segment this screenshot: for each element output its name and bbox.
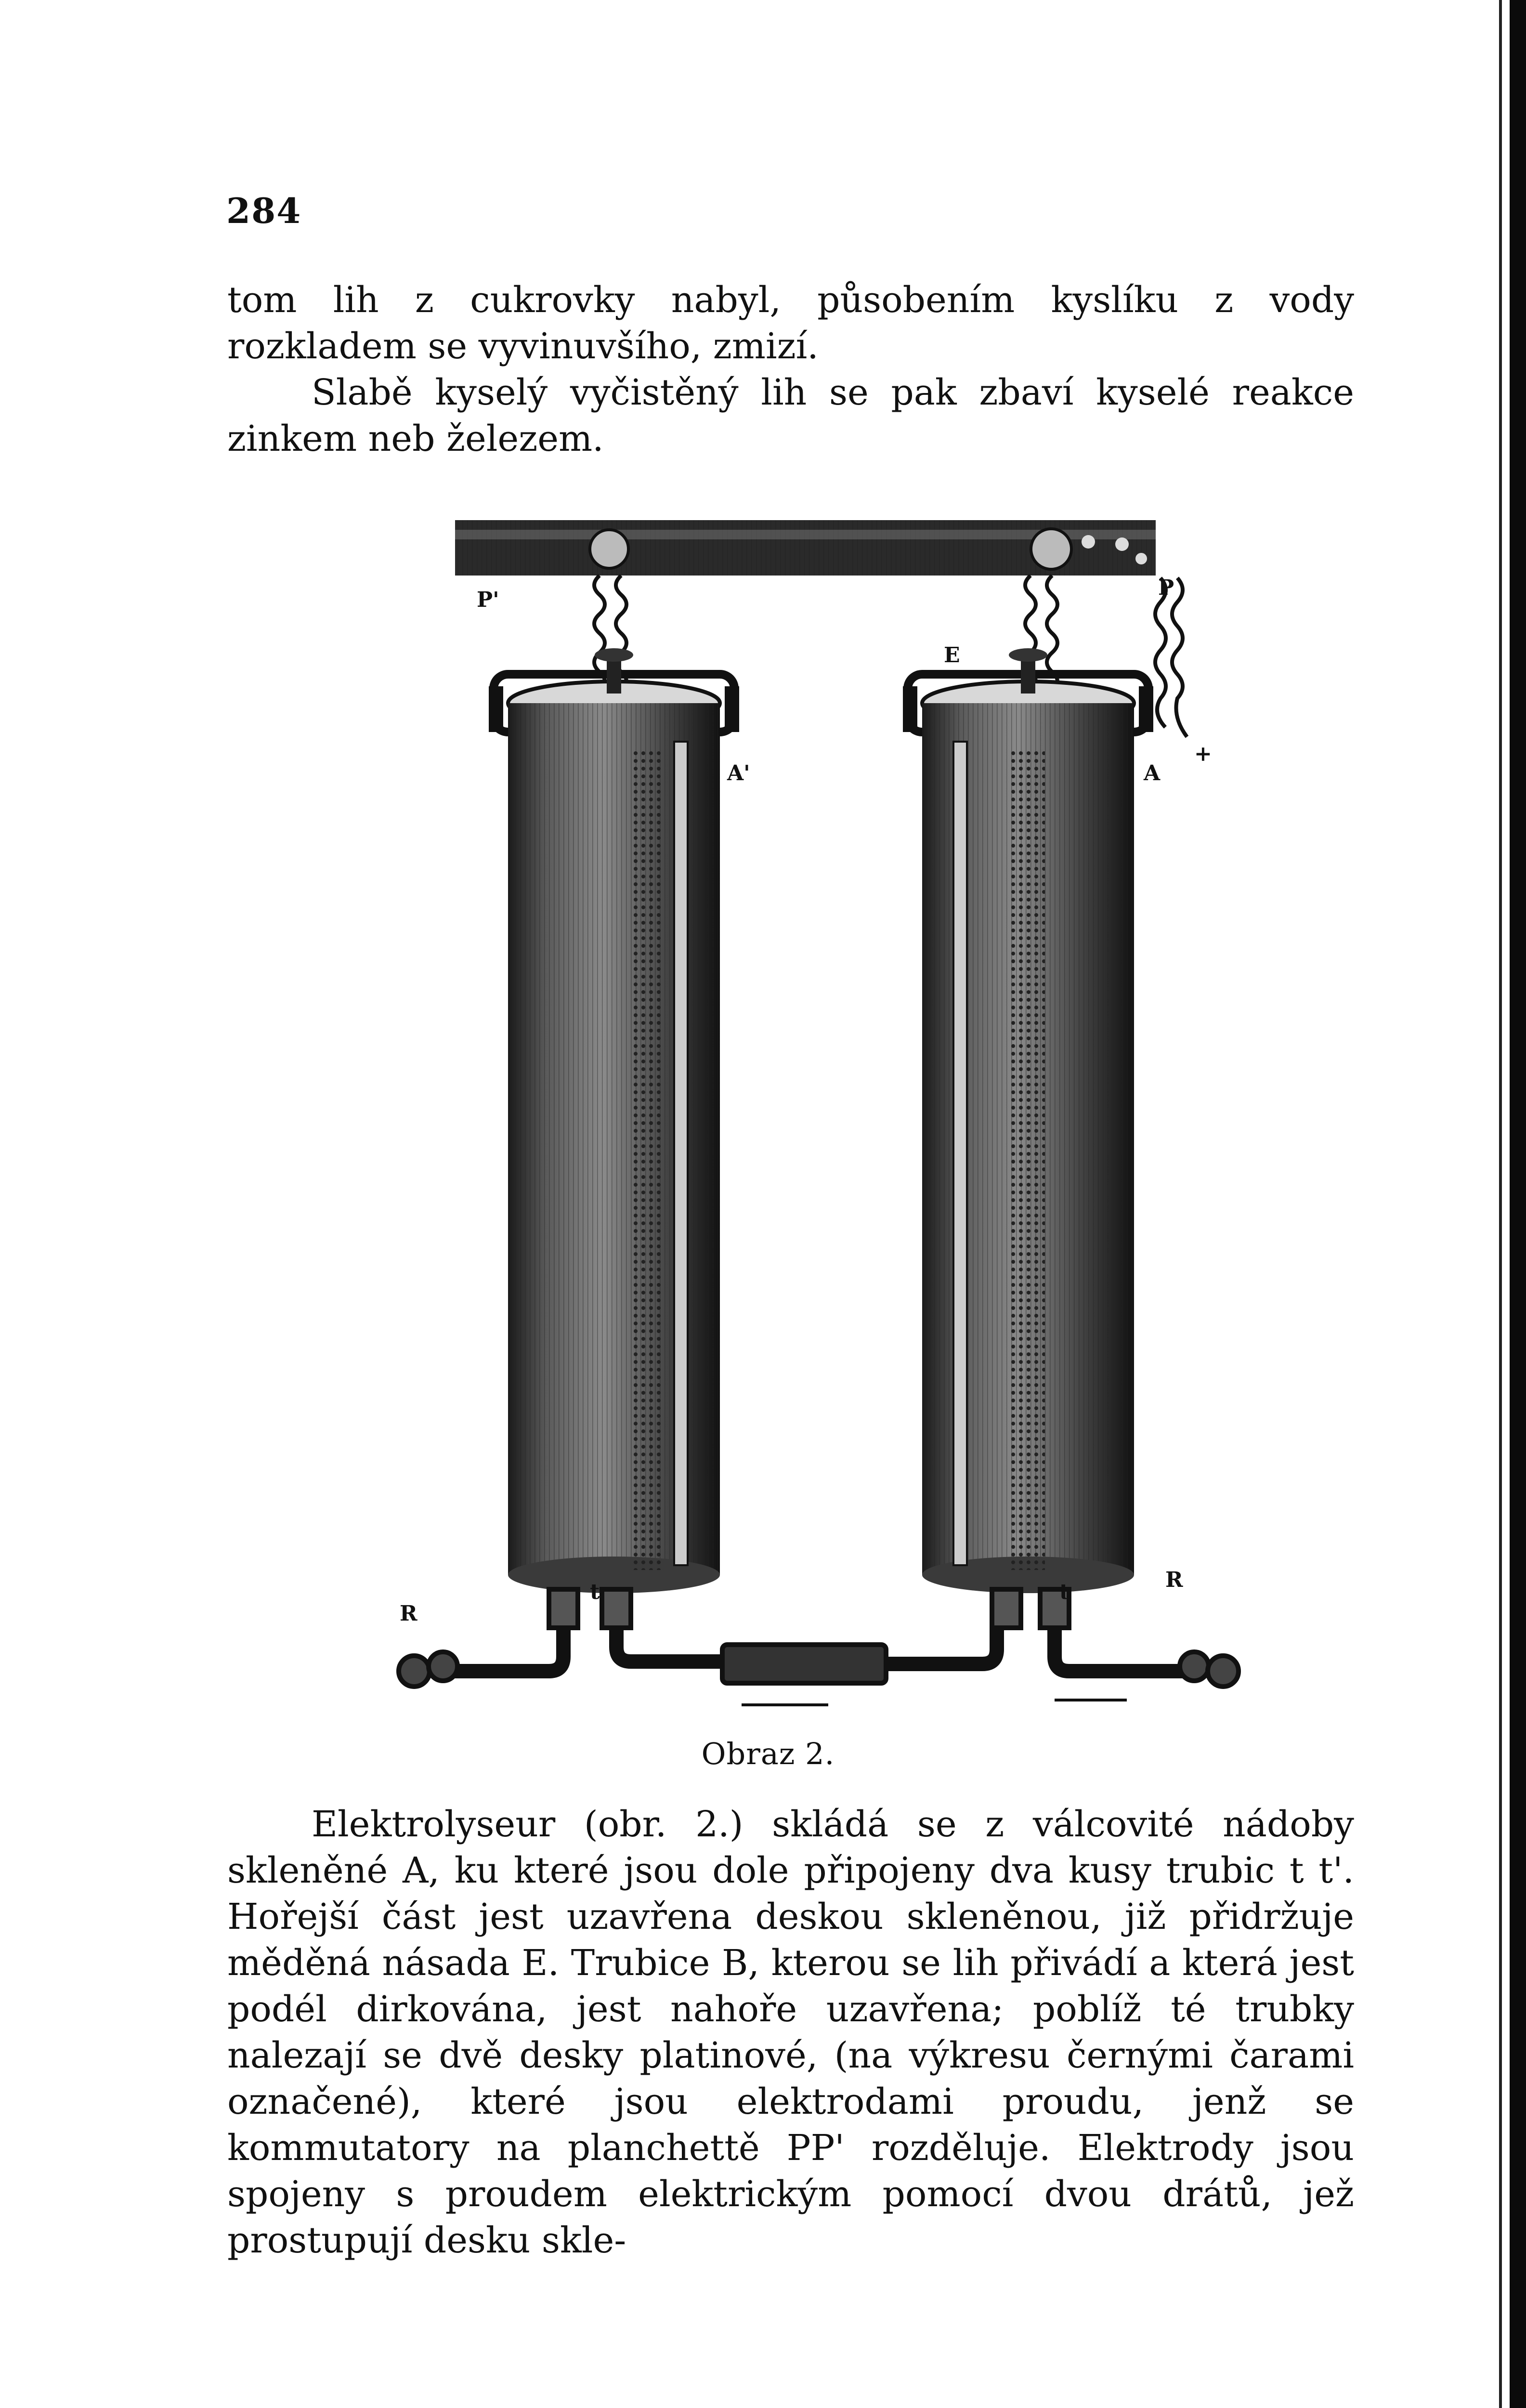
label-a-right: A (1144, 761, 1161, 785)
bottom-text (227, 1801, 1354, 2264)
label-r-left: R (400, 1601, 417, 1626)
electrolyser-figure (347, 510, 1262, 1729)
label-a-left: A' (727, 761, 750, 785)
bottom-pipes (399, 1589, 1239, 1705)
planchette-bar (455, 520, 1156, 576)
page-number: 284 (226, 190, 302, 231)
paragraph-3: Elektrolyseur (obr. 2.) skládá se z válcovité nádoby skleněné A, ku které jsou dole připojeny dva kusy trubic t t'. Hořejší část jest uzavřena deskou skleněnou, již přidržuje měděná násada E. Trubice B, kterou se lih přivádí a která jest podél dirkována, jest nahoře uzavřena; poblíž té trubky nalezají se dvě desky platinové, (na výkresu černými čarami označené), které jsou elektrodami proudu, jenž se kommutatory na planchettě PP' rozděluje. Elektrody jsou spojeny s proudem elektrickým pomocí dvou drátů, jež prostupují desku skle- (227, 1804, 1354, 2261)
right-cylinder (903, 648, 1153, 1593)
figure-caption: Obraz 2. (701, 1736, 835, 1771)
label-r-right: R (1165, 1568, 1183, 1592)
label-t-left: t (590, 1580, 600, 1604)
top-text (227, 277, 1354, 462)
left-cylinder (489, 648, 739, 1593)
label-e: E (944, 643, 960, 667)
paragraph-1: tom lih z cukrovky nabyl, působením kyslíku z vody rozkladem se vyvinuvšího, zmizí. (227, 279, 1354, 367)
label-p-left: P' (477, 588, 499, 612)
label-p-right: P (1158, 576, 1174, 600)
page-edge-shadow (1510, 0, 1526, 2408)
label-t-right: t (1059, 1580, 1070, 1604)
page-edge-line (1499, 0, 1502, 2408)
paragraph-2: Slabě kyselý vyčistěný lih se pak zbaví kyselé reakce zinkem neb železem. (227, 372, 1354, 459)
label-plus: + (1194, 742, 1212, 766)
